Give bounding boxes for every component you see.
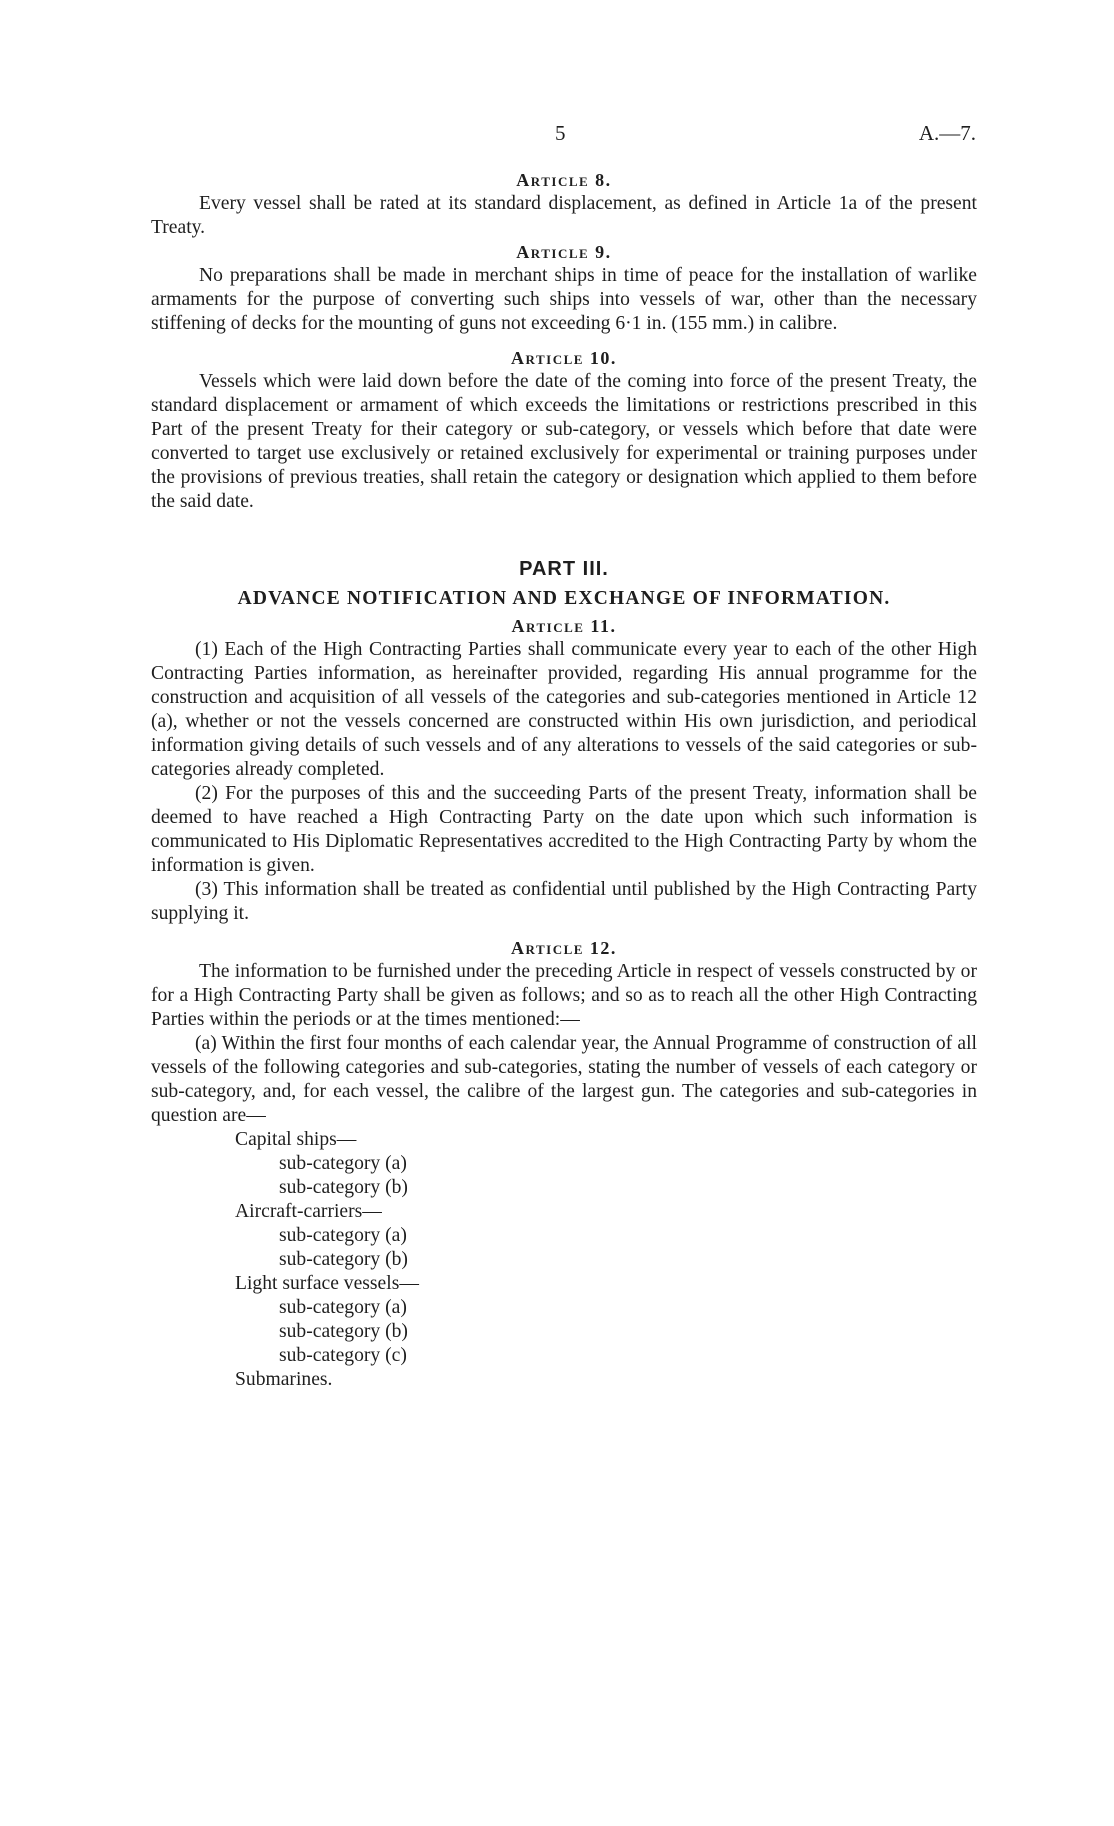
list-item: Aircraft-carriers—: [235, 1201, 382, 1222]
article-heading: Article 12.: [511, 938, 617, 958]
list-item: sub-category (b): [279, 1177, 408, 1198]
article-10-paragraph: Vessels which were laid down before the date of the coming into force of the present Treaty, the standard displacement or armament of which exceeds the limitations or restrictions prescribed in this Part of the present Treaty for their category or sub-category, or vessels which before that date were converted to target use exclusively or retained exclusively for experimental or training purposes under the provisions of previous treaties, shall retain the category or designation which applied to them before the said date.: [151, 371, 977, 512]
article-9-paragraph: No preparations shall be made in merchant ships in time of peace for the installation of warlike armaments for the purpose of converting such ships into vessels of war, other than the necessary stiffening of decks for the mounting of guns not exceeding 6·1 in. (155 mm.) in calibre.: [151, 265, 977, 334]
article-12: [151, 936, 977, 1392]
part-3-header: [151, 554, 977, 614]
list-item: Light surface vessels—: [235, 1273, 419, 1294]
spacer: [151, 514, 977, 554]
article-heading: Article 10.: [511, 348, 617, 368]
page-header: [0, 121, 1114, 151]
article-8: [151, 168, 977, 240]
article-9: [151, 240, 977, 336]
list-item: sub-category (a): [279, 1297, 407, 1318]
article-8-paragraph: Every vessel shall be rated at its standard displacement, as defined in Article 1a of the present Treaty.: [151, 193, 977, 238]
list-item: Submarines.: [235, 1369, 333, 1390]
part-title: PART III.: [519, 558, 609, 580]
list-item: sub-category (b): [279, 1321, 408, 1342]
document-reference: A.—7.: [918, 121, 976, 145]
list-item: sub-category (b): [279, 1249, 408, 1270]
article-heading: Article 11.: [511, 616, 617, 636]
part-subtitle: ADVANCE NOTIFICATION AND EXCHANGE OF INFORMATION.: [237, 588, 891, 609]
document-body: [151, 168, 977, 1392]
spacer: [151, 926, 977, 936]
list-item: Capital ships—: [235, 1129, 357, 1150]
article-12-paragraph-2: (a) Within the first four months of each calendar year, the Annual Programme of construction of all vessels of the following categories and sub-categories, stating the number of vessels of each category or sub-category, and, for each vessel, the calibre of the largest gun. The categories and sub-categories in question are—: [151, 1033, 977, 1126]
list-item: sub-category (a): [279, 1225, 407, 1246]
article-11-paragraph-2: (2) For the purposes of this and the succeeding Parts of the present Treaty, information shall be deemed to have reached a High Contracting Party on the date upon which such information is communicated to His Diplomatic Representatives accredited to the High Contracting Party by whom the information is given.: [151, 783, 977, 876]
article-heading: Article 9.: [516, 242, 612, 262]
article-10: [151, 346, 977, 514]
list-item: sub-category (c): [279, 1345, 407, 1366]
article-11-paragraph-1: (1) Each of the High Contracting Parties shall communicate every year to each of the other High Contracting Parties information, as hereinafter provided, regarding His annual programme for the construction and acquisition of all vessels of the categories and sub-categories mentioned in Article 12 (a), whether or not the vessels concerned are constructed within His own jurisdiction, and periodical information giving details of such vessels and of any alterations to vessels of the said categories or sub-categories already completed.: [151, 639, 977, 780]
page-number: 5: [555, 121, 566, 145]
article-11-paragraph-3: (3) This information shall be treated as confidential until published by the High Contracting Party supplying it.: [151, 879, 977, 924]
article-heading: Article 8.: [516, 170, 612, 190]
article-11: [151, 614, 977, 926]
article-12-paragraph-1: The information to be furnished under the preceding Article in respect of vessels constructed by or for a High Contracting Party shall be given as follows; and so as to reach all the other High Contracting Parties within the periods or at the times mentioned:—: [151, 961, 977, 1030]
list-item: sub-category (a): [279, 1153, 407, 1174]
spacer: [151, 336, 977, 346]
category-list: [151, 1128, 977, 1392]
